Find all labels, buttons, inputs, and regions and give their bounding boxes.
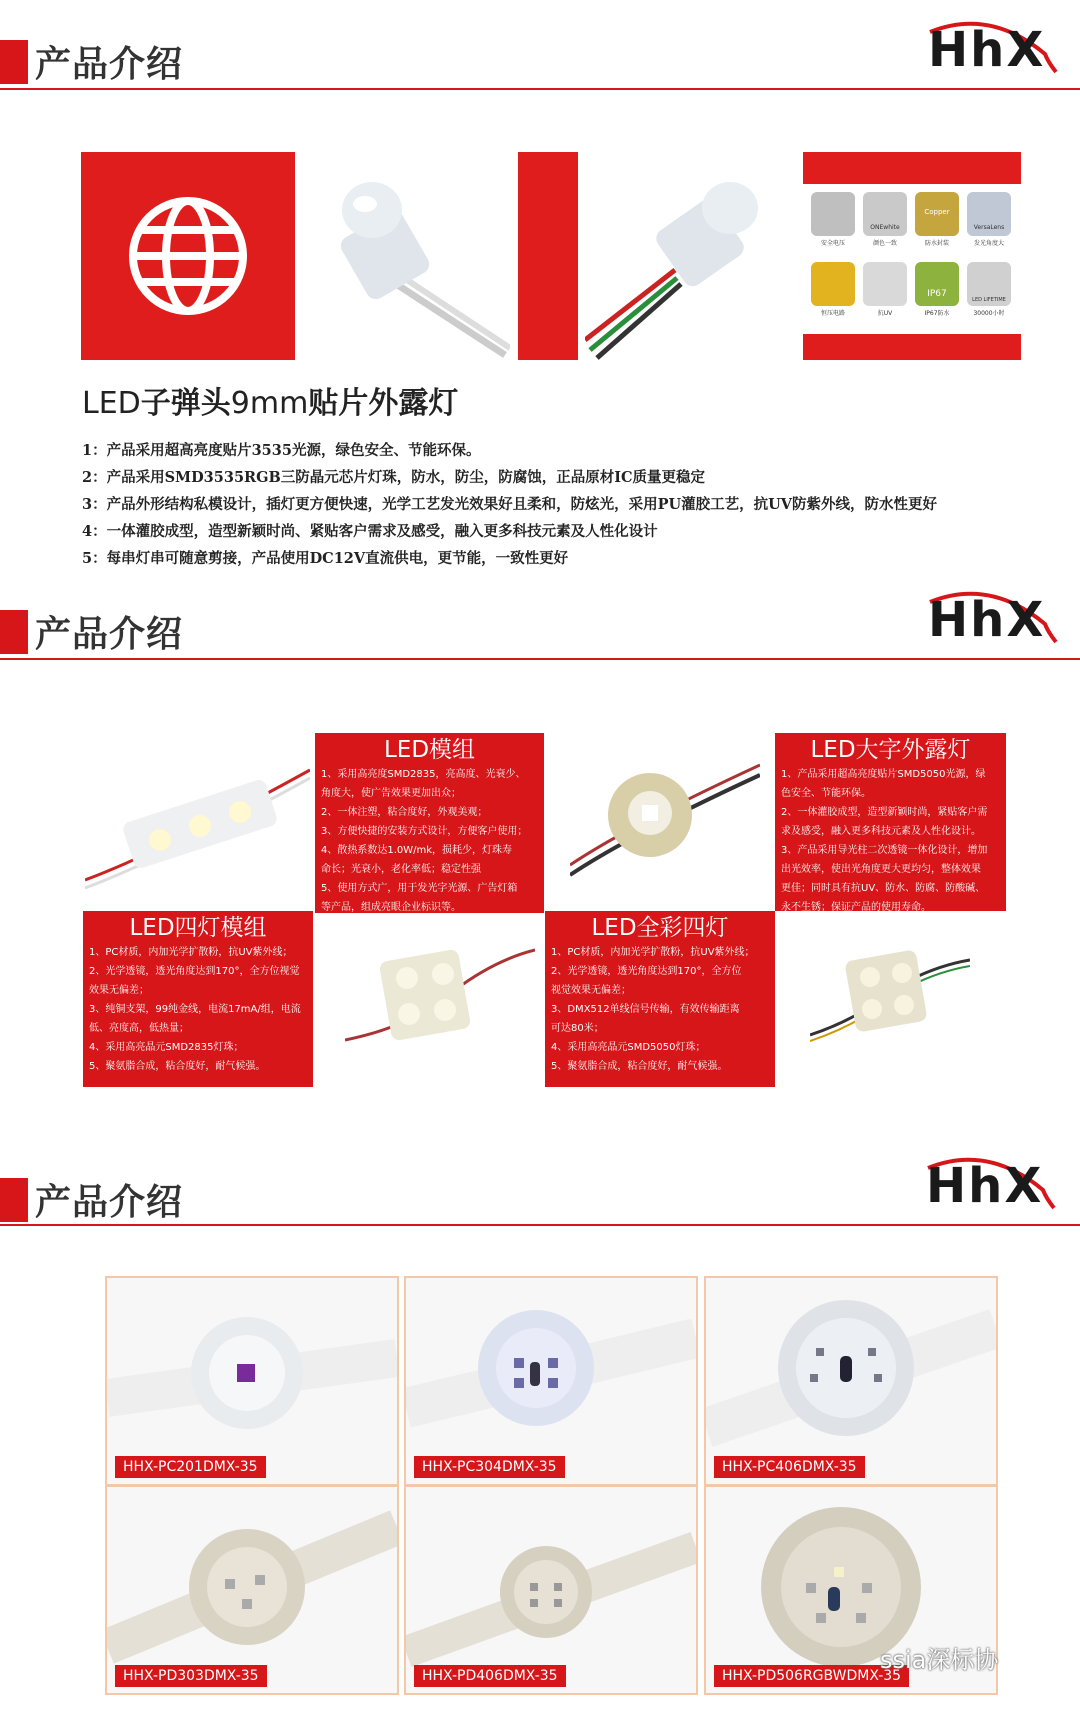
product-label: HHX-PC406DMX-35	[714, 1456, 865, 1478]
watermark: ssia深标协	[880, 1646, 999, 1674]
lifetime-icon: LED LIFETIME 30000小时	[966, 262, 1012, 317]
section-title: 产品介绍	[35, 44, 184, 85]
safe-voltage-icon: 安全电压	[810, 192, 856, 247]
uv-icon: 抗UV	[862, 262, 908, 317]
card-body: 1、产品采用超高亮度贴片SMD5050光源，绿 色安全、节能环保。 2、一体灌胶成型，造型新颖时尚，紧贴客户需 求及感受，融入更多科技元素及人性化设计。 3、产品采用导光柱二次透镜一体化设计，增加 出光效率，使出光角度更大更均匀，整体效果 更佳；同时具有抗UV、防水、防腐、防酸碱、 永不生锈；保证产品的使用寿命。	[781, 769, 988, 913]
header-divider	[0, 88, 1080, 90]
list-item: 5：每串灯串可随意剪接，产品使用DC12V直流供电，更节能，一致性更好	[82, 550, 569, 567]
list-item: 3：产品外形结构私模设计，插灯更方便快速，光学工艺发光效果好且柔和，防炫光，采用PU灌胶工艺，抗UV防紫外线，防水性更好	[82, 496, 938, 513]
big-word-led-photo	[570, 745, 760, 885]
header-divider	[0, 658, 1080, 660]
card-led-big-word	[775, 733, 1006, 911]
card-led-module	[315, 733, 544, 913]
card-led-four-lamp	[83, 911, 313, 1087]
product-card[interactable]	[404, 1276, 698, 1486]
header-accent-bar	[0, 1178, 28, 1222]
section-header-2	[0, 600, 1080, 690]
product-card[interactable]	[105, 1485, 399, 1695]
product-card[interactable]	[404, 1485, 698, 1695]
product-label: HHX-PD506RGBWDMX-35	[714, 1665, 909, 1687]
feature-icons-panel	[803, 152, 1021, 360]
product-label: HHX-PD406DMX-35	[414, 1665, 566, 1687]
header-divider	[0, 1224, 1080, 1226]
product-title: LED子弹头9mm贴片外露灯	[82, 386, 459, 421]
card-led-full-color	[545, 911, 775, 1087]
card-body: 1、PC材质，内加光学扩散粉，抗UV紫外线； 2、光学透镜，透光角度达到170°，全方位 视觉效果无偏差； 3、DMX512单线信号传输，有效传输距离 可达80米； 4、采用高亮晶元SMD5050灯珠； 5、聚氨脂合成，粘合度好，耐气候强。	[551, 947, 755, 1072]
bullet-led-photo-2	[585, 170, 765, 360]
globe-tile	[81, 152, 295, 360]
brand-logo: HhX	[920, 584, 1060, 654]
card-title: LED大字外露灯	[810, 737, 971, 763]
list-item: 2：产品采用SMD3535RGB三防晶元芯片灯珠，防水，防尘，防腐蚀，正品原材IC质量更稳定	[82, 469, 706, 486]
copper-icon: Copper 防水封装	[914, 192, 960, 247]
red-strip	[518, 152, 578, 360]
card-title: LED四灯模组	[129, 915, 267, 941]
four-lamp-module-photo	[345, 930, 535, 1070]
full-color-module-photo	[810, 935, 970, 1055]
section-title: 产品介绍	[35, 614, 184, 655]
feature-list	[82, 437, 1042, 572]
card-body: 1、PC材质，内加光学扩散粉，抗UV紫外线； 2、光学透镜，透光角度达到170°，全方位视觉 效果无偏差； 3、纯铜支架，99纯金线，电流17mA/组，电流 低、亮度高，低热量； 4、采用高亮晶元SMD2835灯珠； 5、聚氨脂合成，粘合度好，耐气候强。	[89, 947, 301, 1072]
product-label: HHX-PC201DMX-35	[115, 1456, 266, 1478]
globe-icon	[81, 152, 295, 360]
card-title: LED模组	[383, 737, 476, 763]
constant-current-icon: 恒压电路	[810, 262, 856, 317]
brand-logo: HhX	[918, 1150, 1058, 1220]
brand-logo: HhX	[920, 14, 1060, 84]
header-accent-bar	[0, 40, 28, 84]
product-label: HHX-PD303DMX-35	[115, 1665, 267, 1687]
product-card[interactable]	[105, 1276, 399, 1486]
ip67-icon: IP67 IP67防水	[914, 262, 960, 317]
product-label: HHX-PC304DMX-35	[414, 1456, 565, 1478]
bullet-led-photo-1	[320, 170, 510, 360]
one-color-icon: ONEwhite 颜色一致	[862, 192, 908, 247]
card-body: 1、采用高亮度SMD2835，亮高度、光衰少、 角度大，使广告效果更加出众； 2、一体注塑，粘合度好，外观美观； 3、方便快捷的安装方式设计，方便客户使用； 4、散热系数达1.0W/mk，损耗少，灯珠寿 命长；光衰小，老化率低；稳定性强 5、使用方式广，用于发光字光源、广告灯箱 等产品，组成亮眼企业标识等。	[321, 769, 528, 913]
card-title: LED全彩四灯	[591, 915, 729, 941]
section-header-1	[0, 28, 1080, 118]
led-module-photo	[85, 730, 310, 900]
lens-icon: VersaLens 发光角度大	[966, 192, 1012, 247]
section-title: 产品介绍	[35, 1182, 184, 1223]
list-item: 1：产品采用超高亮度贴片3535光源，绿色安全、节能环保。	[82, 442, 481, 459]
product-card[interactable]	[704, 1276, 998, 1486]
header-accent-bar	[0, 610, 28, 654]
list-item: 4：一体灌胶成型，造型新颖时尚、紧贴客户需求及感受，融入更多科技元素及人性化设计	[82, 523, 658, 540]
